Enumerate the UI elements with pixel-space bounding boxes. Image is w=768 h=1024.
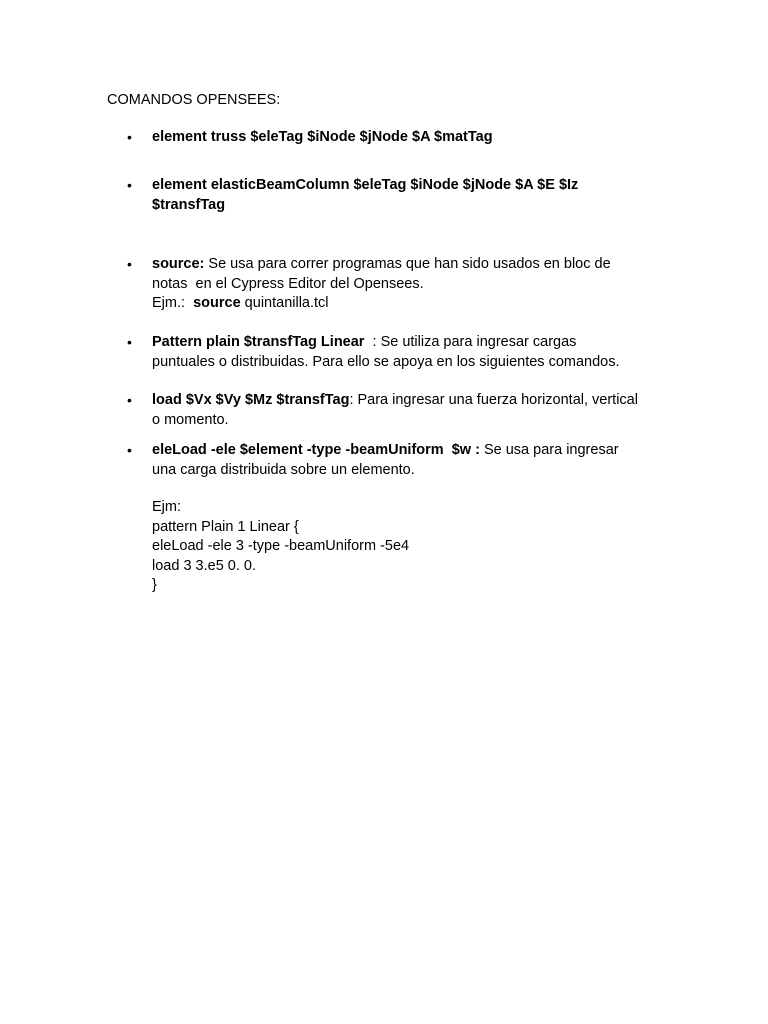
bullet: • xyxy=(127,392,132,408)
list-item-element-truss xyxy=(127,128,672,148)
list-item-elastic-beam-column xyxy=(127,176,672,215)
description-text: Se usa para correr programas que han sido usados en bloc de xyxy=(204,256,611,272)
item-line xyxy=(152,255,672,275)
example-line: pattern Plain 1 Linear { xyxy=(152,518,299,535)
item-line xyxy=(152,333,672,353)
item-line: notas en el Cypress Editor del Opensees. xyxy=(152,275,424,292)
command-text: source xyxy=(193,295,241,311)
description-text: Se usa para ingresar xyxy=(479,442,619,458)
document-heading: COMANDOS OPENSEES: xyxy=(107,92,281,108)
list-item-eleload xyxy=(127,441,672,596)
command-text: eleLoad -ele $element -type -beamUniform $w : xyxy=(152,442,480,458)
example-line: Ejm: xyxy=(152,499,181,515)
command-text: source: xyxy=(152,256,205,272)
item-line xyxy=(152,441,672,461)
item-line xyxy=(152,196,672,216)
example-line: load 3 3.e5 0. 0. xyxy=(152,557,256,574)
description-text: quintanilla.tcl xyxy=(240,295,329,311)
command-text: element elasticBeamColumn $eleTag $iNode $jNode $A $E $Iz xyxy=(152,177,579,193)
bullet: • xyxy=(127,256,132,272)
description-text: : Se utiliza para ingresar cargas xyxy=(364,334,577,350)
command-text: Pattern plain $transfTag Linear xyxy=(152,334,365,350)
list-item-pattern-plain xyxy=(127,333,672,372)
bullet: • xyxy=(127,442,132,458)
example-line: } xyxy=(152,577,157,593)
item-line: puntuales o distribuidas. Para ello se apoya en los siguientes comandos. xyxy=(152,353,620,370)
item-line: o momento. xyxy=(152,411,229,428)
bullet: • xyxy=(127,334,132,350)
command-text: element truss $eleTag $iNode $jNode $A $matTag xyxy=(152,129,493,145)
example-prefix: Ejm.: xyxy=(152,295,194,311)
example-line: eleLoad -ele 3 -type -beamUniform -5e4 xyxy=(152,538,410,554)
list-item-source xyxy=(127,255,672,314)
item-line xyxy=(152,176,672,196)
list-item-load xyxy=(127,391,672,430)
bullet: • xyxy=(127,129,132,145)
spacer xyxy=(152,480,672,498)
item-line xyxy=(152,128,672,148)
description-text: : Para ingresar una fuerza horizontal, vertical xyxy=(349,392,638,408)
item-line xyxy=(152,391,672,411)
bullet: • xyxy=(127,177,132,193)
command-text: $transfTag xyxy=(152,196,226,213)
item-line xyxy=(152,294,672,314)
item-line: una carga distribuida sobre un elemento. xyxy=(152,461,415,478)
command-text: load $Vx $Vy $Mz $transfTag xyxy=(152,392,350,408)
